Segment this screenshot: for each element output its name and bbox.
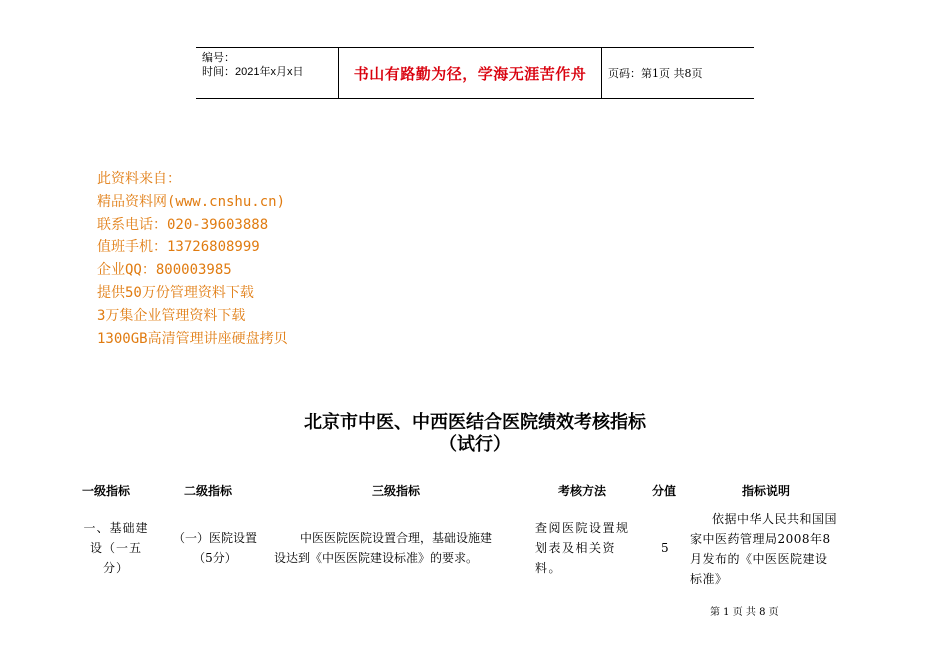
cell-line: 家中医药管理局2008年8 [690, 532, 831, 546]
info-line: 精品资料网(www.cnshu.cn) [97, 193, 286, 210]
cell-note [690, 509, 860, 589]
cell-line: （一）医院设置 [172, 531, 257, 545]
header-level1: 一级指标 [82, 484, 131, 498]
cell-line: 划表及相关资 [535, 541, 617, 555]
cell-line: 设达到《中医医院建设标准》的要求。 [274, 551, 479, 565]
info-line: 1300GB高清管理讲座硬盘拷贝 [97, 330, 288, 347]
header-left-cell [196, 48, 339, 98]
header-level2: 二级指标 [184, 484, 233, 498]
info-line: 企业QQ：800003985 [97, 262, 232, 279]
cell-line: 设（一五 [89, 541, 142, 555]
cell-line: 中医医院医院设置合理，基础设施建 [300, 531, 493, 545]
header-page-cell [602, 48, 754, 98]
time-label: 时间：2021年x月x日 [202, 66, 304, 78]
header-level3: 三级指标 [372, 484, 421, 498]
cell-line: 标准》 [690, 572, 728, 586]
cell-level1 [70, 518, 162, 578]
info-line: 3万集企业管理资料下载 [97, 307, 246, 324]
header-method: 考核方法 [558, 484, 607, 498]
header-table [196, 47, 754, 99]
page-label: 页码：第1页 共8页 [608, 67, 703, 80]
info-line: 提供50万份管理资料下载 [97, 284, 254, 301]
cell-line: 查阅医院设置规 [535, 521, 630, 535]
cell-line: 料。 [535, 561, 563, 575]
cell-score: 5 [661, 541, 670, 555]
cell-line: （5分） [193, 551, 237, 565]
document-subtitle: （试行） [439, 434, 511, 455]
motto-text: 书山有路勤为径，学海无涯苦作舟 [353, 64, 587, 83]
cell-level3 [274, 528, 529, 568]
page-footer: 第 1 页 共 8 页 [710, 607, 779, 618]
cell-method [535, 518, 645, 578]
header-score: 分值 [652, 484, 677, 498]
header-note: 指标说明 [742, 484, 791, 498]
cell-line: 月发布的《中医医院建设 [690, 552, 828, 566]
info-line: 联系电话：020-39603888 [97, 216, 269, 233]
source-info-block [97, 168, 288, 350]
number-label: 编号： [202, 52, 235, 64]
cell-level2 [165, 528, 265, 568]
info-line: 此资料来自： [97, 171, 181, 187]
document-title: 北京市中医、中西医结合医院绩效考核指标 [304, 412, 646, 433]
header-motto-cell [339, 48, 602, 98]
cell-line: 分） [102, 561, 129, 575]
cell-line: 依据中华人民共和国国 [712, 512, 838, 526]
cell-line: 一、基础建 [83, 521, 149, 535]
info-line: 值班手机：13726808999 [97, 239, 260, 256]
